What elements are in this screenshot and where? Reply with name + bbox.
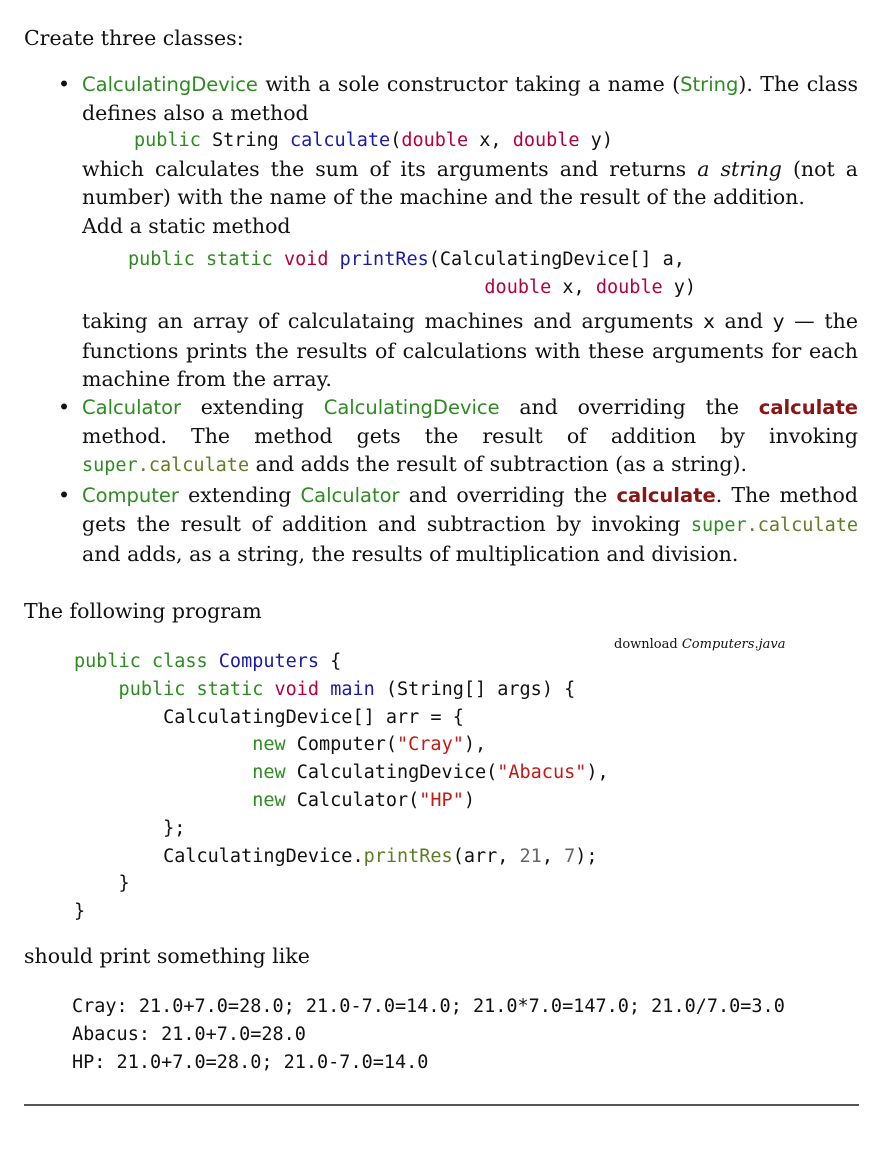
output-line: HP: 21.0+7.0=28.0; 21.0-7.0=14.0 (72, 1051, 429, 1073)
list-item-calculating-device (58, 70, 858, 393)
list-item-calculator: • Calculator extending CalculatingDevice and overriding the calculate method. The method gets the result of addition by invoking super.calculate and adds the result of subtraction (as a string). (58, 395, 858, 477)
class-name: Calculator (82, 396, 182, 420)
code-line: } (74, 901, 86, 923)
text: with a sole constructor taking a name ( (257, 72, 681, 96)
paragraph: taking an array of calculataing machines and arguments x and y — the functions prints the results of calculations with these arguments for each machine from the array. (82, 309, 858, 391)
super-keyword: super (690, 514, 747, 536)
bullet-icon: • (58, 395, 71, 420)
output-block (72, 993, 785, 1076)
output-intro: should print something like (24, 944, 310, 968)
bullet-icon: • (58, 482, 71, 507)
method-name: calculate (616, 483, 716, 507)
method-signature-printres: public static void printRes(CalculatingDevice[] a, double x, double y) (128, 248, 697, 298)
super-keyword: super (82, 455, 138, 477)
method-name: calculate (758, 396, 858, 420)
class-name: CalculatingDevice (82, 73, 258, 96)
horizontal-rule (24, 1104, 859, 1106)
code-line: public static void main (String[] args) { (74, 678, 576, 700)
class-list (58, 70, 858, 568)
bullet-icon: • (58, 72, 71, 96)
text: (not a number) with the name of the machine and the result of the addition. (82, 157, 858, 210)
intro-text: Create three classes: (24, 26, 244, 50)
text: Add a static method (82, 213, 291, 238)
type-name: String (680, 73, 739, 96)
program-intro: The following program (24, 599, 262, 623)
code-line: CalculatingDevice.printRes(arr, 21, 7); (74, 845, 598, 867)
code-line: new Computer("Cray"), (74, 734, 487, 756)
download-link[interactable]: download Computers.java (614, 637, 786, 652)
parent-class: Calculator (300, 483, 400, 507)
list-item-computer: • Computer extending Calculator and overriding the calculate. The method gets the result of addition and subtraction by invoking super.calculate and adds, as a string, the results of multiplication and division. (58, 482, 858, 567)
code-line: new Calculator("HP") (74, 789, 475, 811)
text: ). The class defines also a method (82, 72, 859, 126)
code-line: new CalculatingDevice("Abacus"), (74, 762, 609, 784)
code-line: CalculatingDevice[] arr = { (74, 706, 464, 728)
method-signature-calculate: public String calculate(double x, double y) (134, 130, 613, 152)
code-block (74, 648, 609, 926)
emphasis: a string (697, 157, 782, 182)
code-line: public class Computers { (74, 651, 342, 672)
code-line: } (74, 873, 130, 895)
code-line: }; (74, 817, 186, 839)
text: which calculates the sum of its arguments and returns (82, 157, 698, 182)
output-line: Abacus: 21.0+7.0=28.0 (72, 1023, 306, 1045)
class-name: Computer (82, 483, 179, 507)
parent-class: CalculatingDevice (323, 396, 500, 420)
output-line: Cray: 21.0+7.0=28.0; 21.0-7.0=14.0; 21.0*7.0=147.0; 21.0/7.0=3.0 (72, 996, 785, 1017)
